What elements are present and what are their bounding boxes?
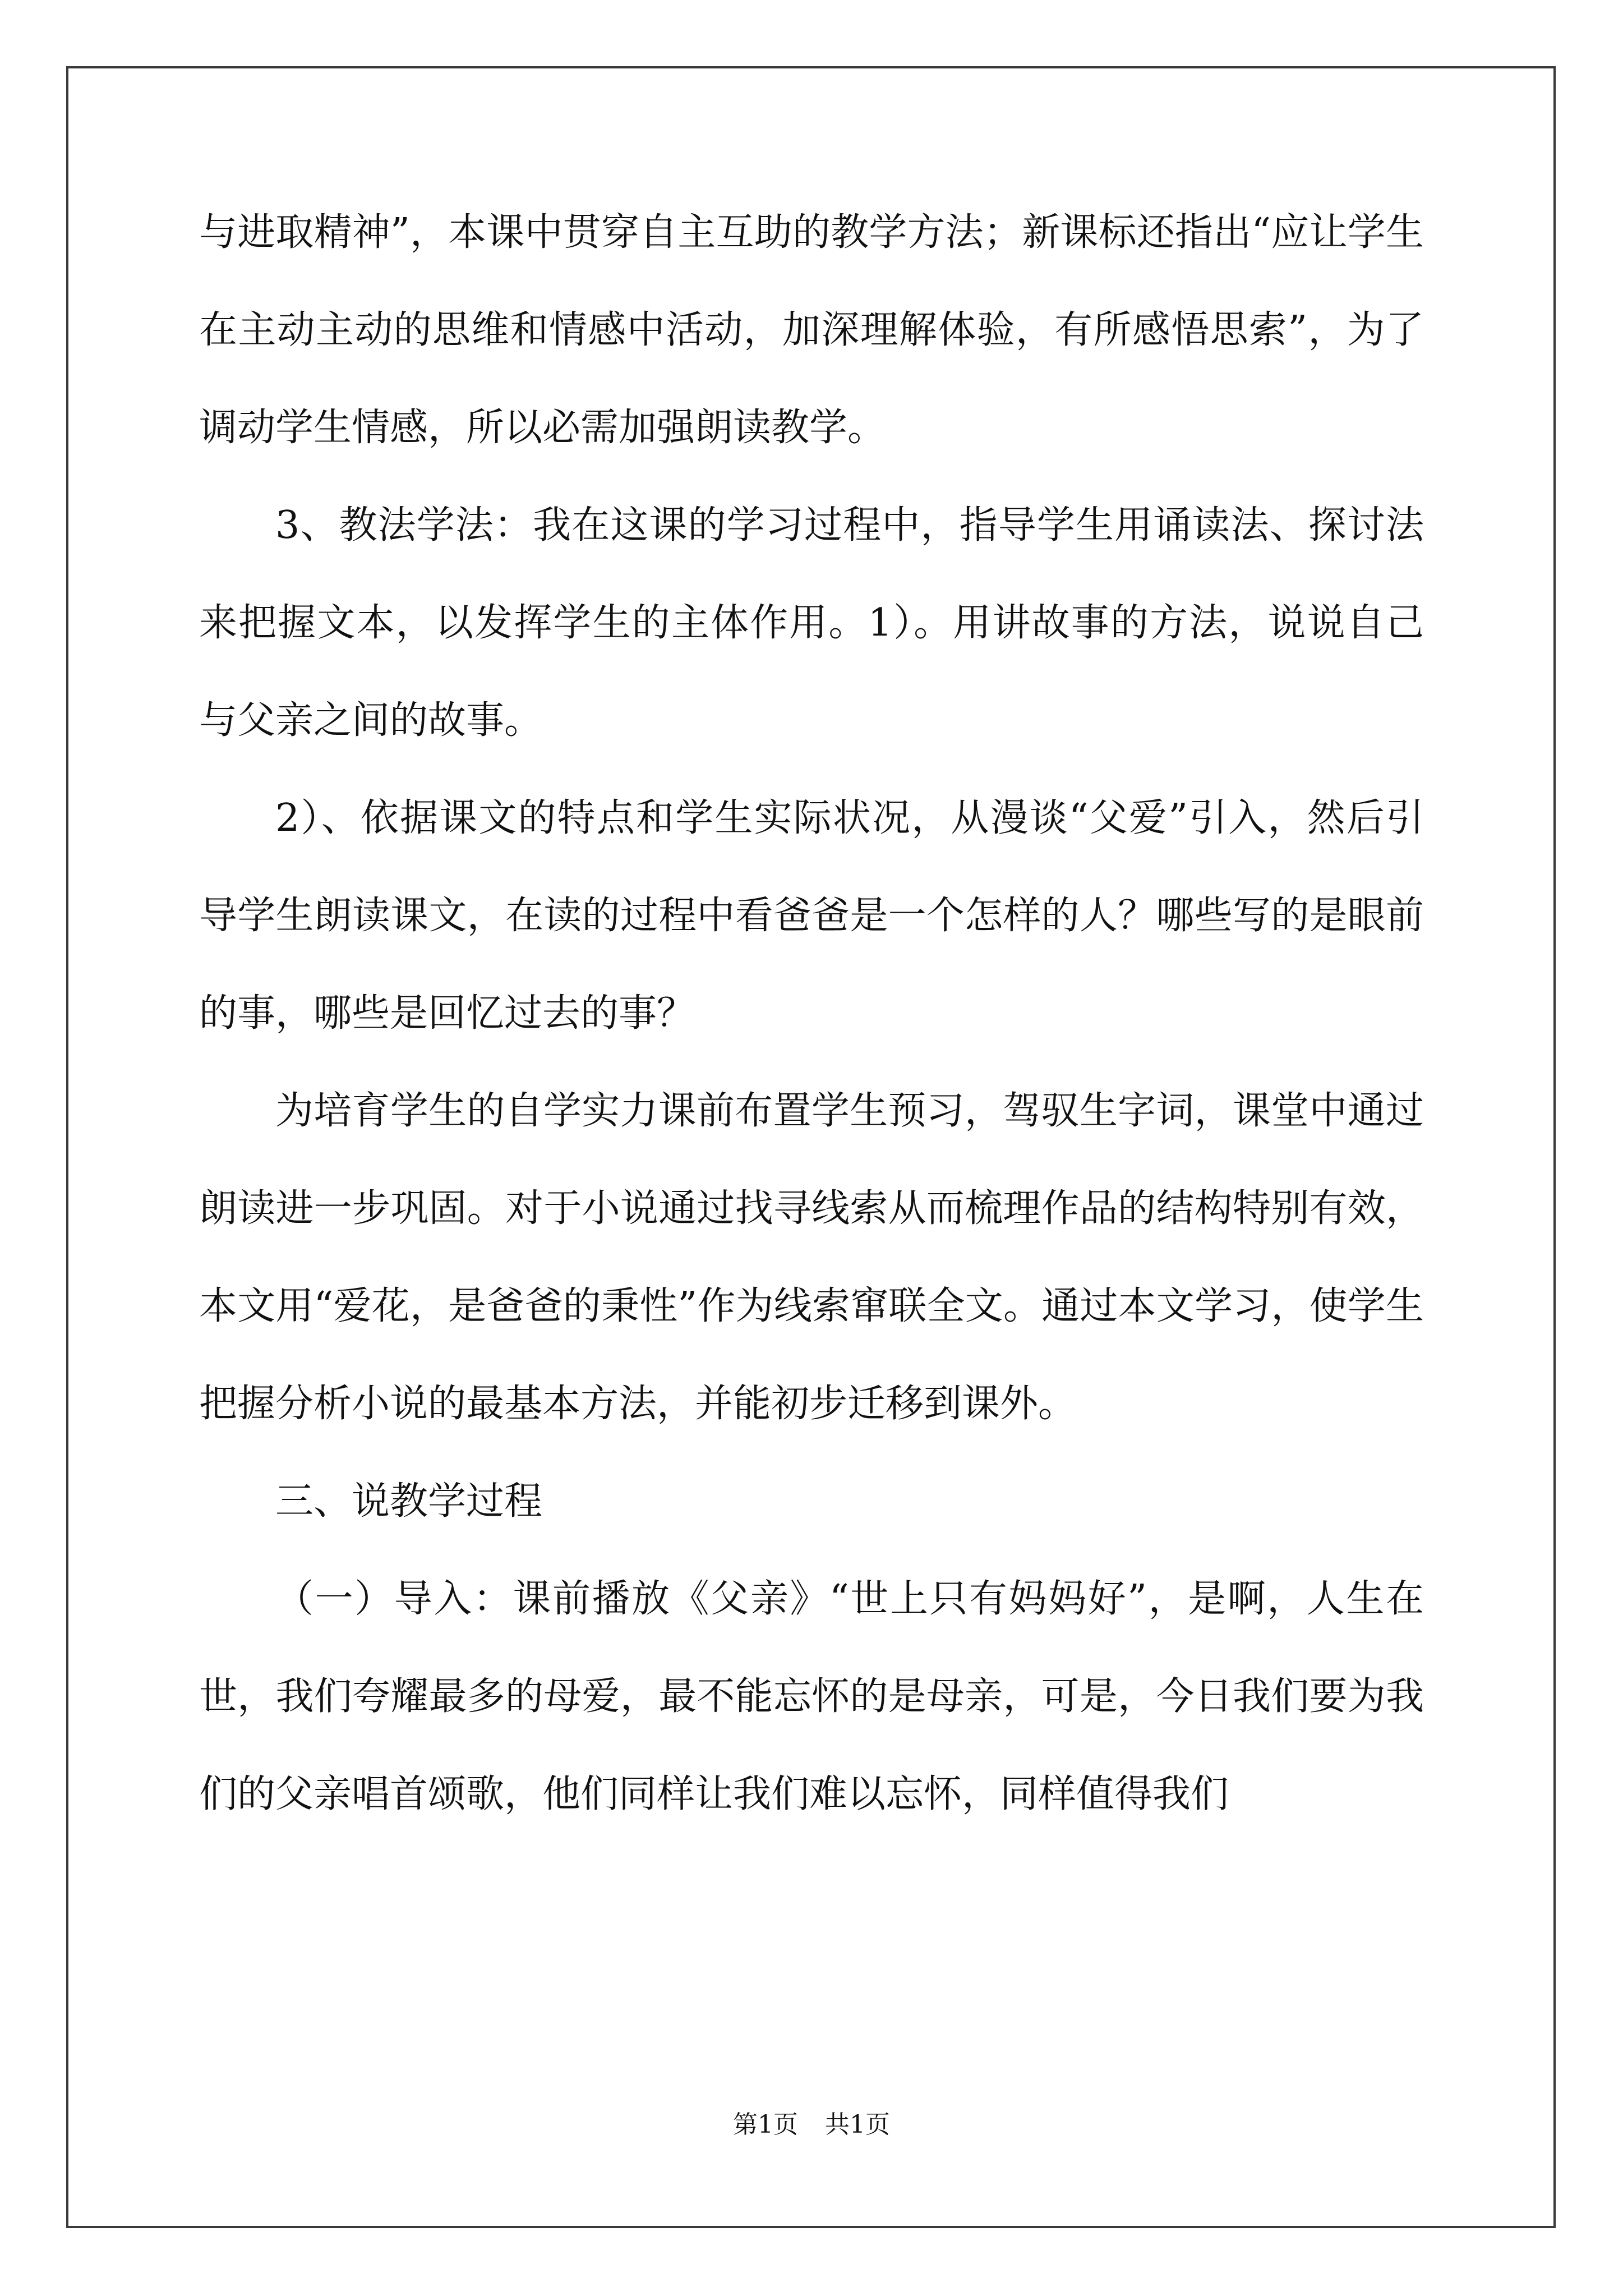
document-body [199,184,1424,1843]
paragraph-4: 为培育学生的自学实力课前布置学生预习，驾驭生字词，课堂中通过朗读进一步巩固。对于小说通过找寻线索从而梳理作品的结构特别有效，本文用“爱花，是爸爸的秉性”作为线索窜联全文。通过本文学习，使学生把握分析小说的最基本方法，并能初步迁移到课外。 [199,1089,1424,1426]
section-heading: 三、说教学过程 [275,1479,543,1524]
page-number: 第1页 [733,2110,798,2139]
paragraph-2: 3、教法学法：我在这课的学习过程中，指导学生用诵读法、探讨法来把握文本，以发挥学生的主体作用。1）。用讲故事的方法，说说自己与父亲之间的故事。 [199,503,1424,743]
page-footer [0,2108,1623,2142]
paragraph-1: 与进取精神”，本课中贯穿自主互助的教学方法；新课标还指出“应让学生在主动主动的思维和情感中活动，加深理解体验，有所感悟思索”，为了调动学生情感，所以必需加强朗读教学。 [199,210,1424,450]
paragraph-3: 2）、依据课文的特点和学生实际状况，从漫谈“父爱”引入，然后引导学生朗读课文，在读的过程中看爸爸是一个怎样的人？哪些写的是眼前的事，哪些是回忆过去的事？ [199,796,1424,1036]
page-total: 共1页 [825,2110,890,2139]
paragraph-5: （一）导入：课前播放《父亲》“世上只有妈妈好”，是啊，人生在世，我们夸耀最多的母爱，最不能忘怀的是母亲，可是，今日我们要为我们的父亲唱首颂歌，他们同样让我们难以忘怀，同样值得我们 [199,1577,1424,1816]
